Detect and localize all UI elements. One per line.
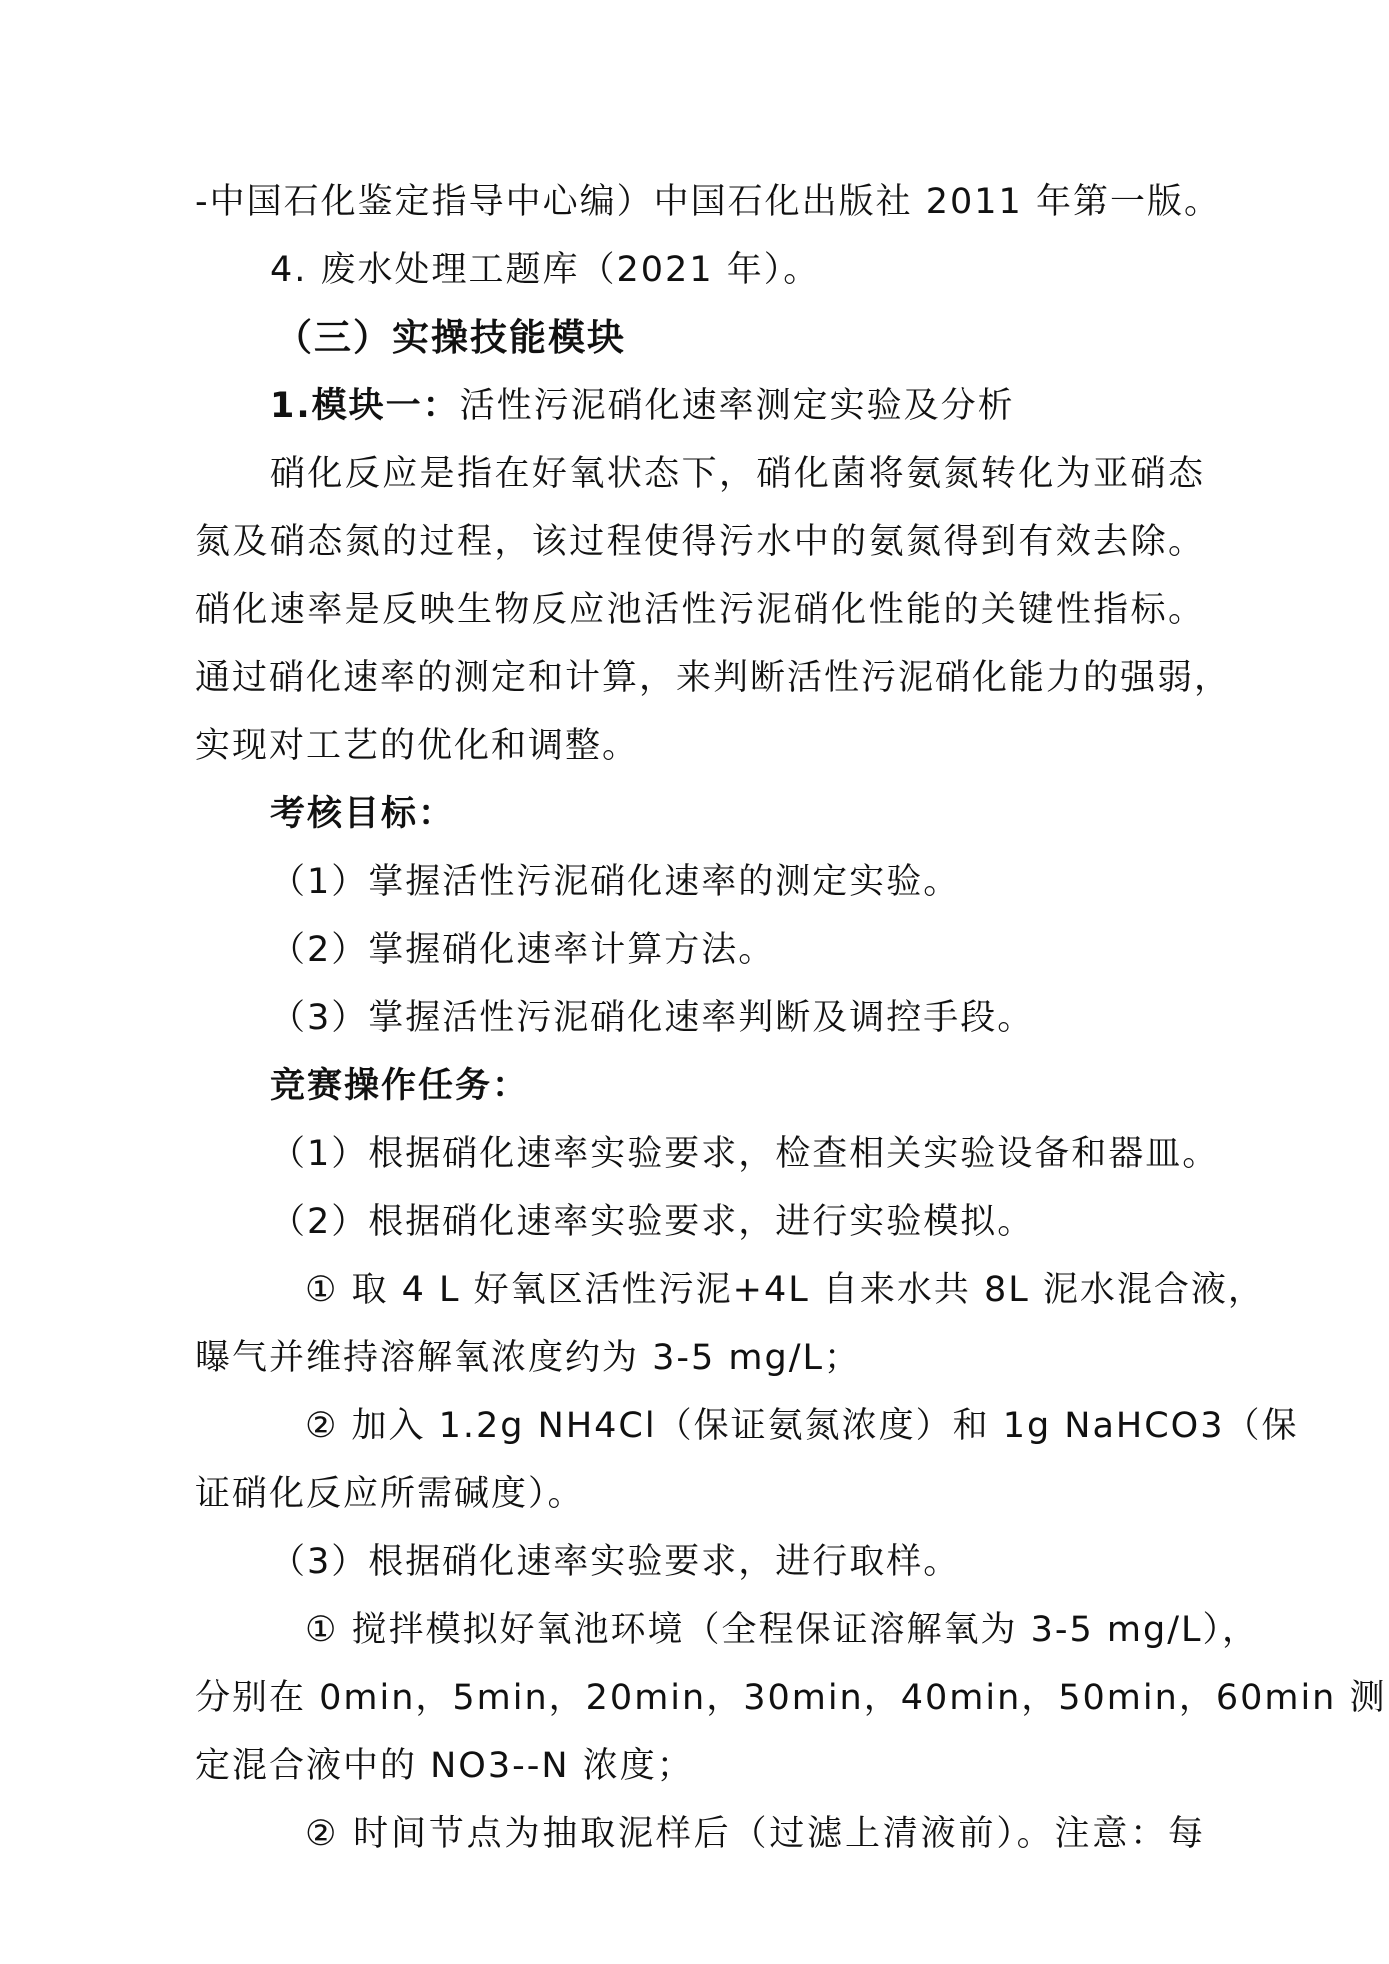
sub-item: ① 搅拌模拟好氧池环境（全程保证溶解氧为 3-5 mg/L）， (305, 1610, 1260, 1650)
paragraph-line: 硝化速率是反映生物反应池活性污泥硝化性能的关键性指标。 (195, 590, 1205, 630)
document-page (195, 168, 1387, 1868)
subsection-heading: 考核目标： (270, 794, 456, 834)
list-item: （1）掌握活性污泥硝化速率的测定实验。 (270, 862, 961, 902)
section-heading: （三）实操技能模块 (275, 316, 626, 359)
list-item: （3）掌握活性污泥硝化速率判断及调控手段。 (270, 998, 1035, 1038)
text-line: -中国石化鉴定指导中心编）中国石化出版社 2011 年第一版。 (195, 182, 1221, 222)
module-name: 活性污泥硝化速率测定实验及分析 (459, 386, 1015, 426)
sub-item-continued: 分别在 0min，5min，20min，30min，40min，50min，60min 测 (195, 1678, 1387, 1718)
sub-item-continued: 定混合液中的 NO3--N 浓度； (195, 1746, 694, 1786)
list-item: （2）掌握硝化速率计算方法。 (270, 930, 776, 970)
paragraph-line: 硝化反应是指在好氧状态下，硝化菌将氨氮转化为亚硝态 (270, 454, 1205, 494)
list-item: （3）根据硝化速率实验要求，进行取样。 (270, 1542, 961, 1582)
paragraph-line: 通过硝化速率的测定和计算，来判断活性污泥硝化能力的强弱， (195, 658, 1232, 698)
sub-item-continued: 证硝化反应所需碱度）。 (195, 1474, 585, 1514)
paragraph-line: 实现对工艺的优化和调整。 (195, 726, 640, 766)
sub-item-continued: 曝气并维持溶解氧浓度约为 3-5 mg/L； (195, 1338, 862, 1378)
module-label: 1.模块一： (270, 386, 460, 426)
sub-item: ② 时间节点为抽取泥样后（过滤上清液前）。注意：每 (305, 1814, 1205, 1854)
list-item: （1）根据硝化速率实验要求，检查相关实验设备和器皿。 (270, 1134, 1220, 1174)
sub-item: ② 加入 1.2g NH4Cl（保证氨氮浓度）和 1g NaHCO3（保 (305, 1406, 1299, 1446)
subsection-heading: 竞赛操作任务： (270, 1066, 530, 1106)
reference-item: 4. 废水处理工题库（2021 年）。 (270, 250, 821, 290)
sub-item: ① 取 4 L 好氧区活性污泥+4L 自来水共 8L 泥水混合液， (305, 1270, 1265, 1310)
list-item: （2）根据硝化速率实验要求，进行实验模拟。 (270, 1202, 1035, 1242)
paragraph-line: 氮及硝态氮的过程，该过程使得污水中的氨氮得到有效去除。 (195, 522, 1205, 562)
module-title (195, 372, 1205, 440)
